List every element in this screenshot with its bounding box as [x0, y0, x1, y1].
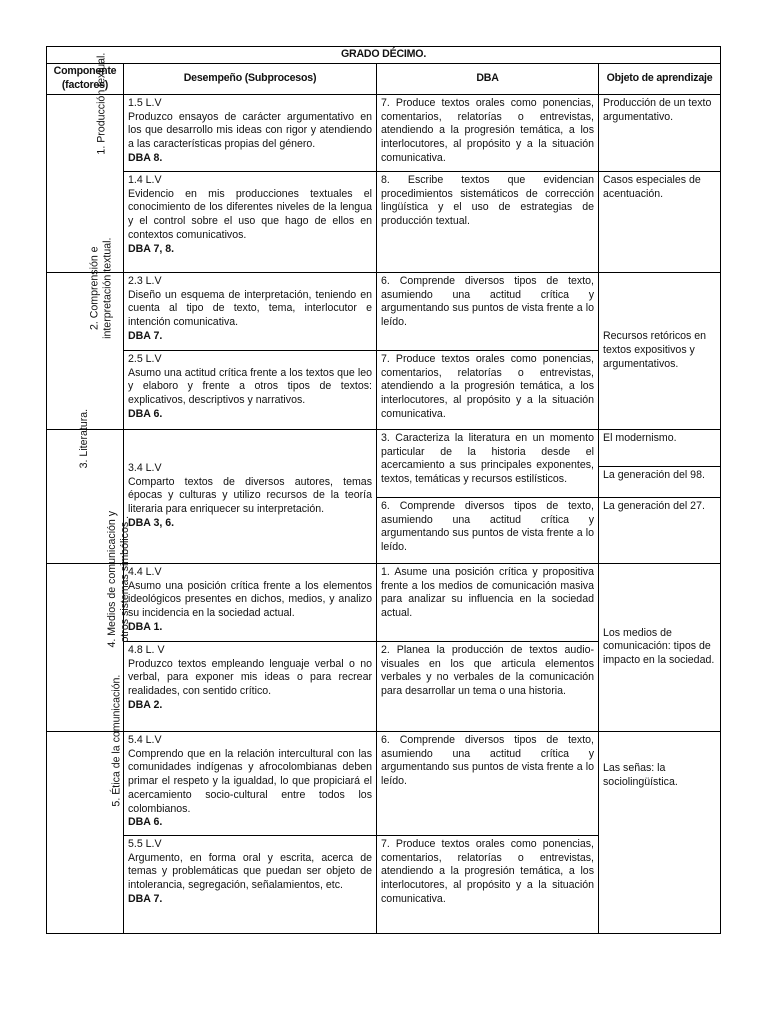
dba-cell: 6. Comprende diversos tipos de texto, asumiendo una actitud crítica y argumentando sus puntos de vista frente a lo leído. — [377, 731, 599, 835]
dba-cell: 6. Comprende diversos tipos de texto, asumiendo una actitud crítica y argumentando sus puntos de vista frente a lo leído. — [377, 497, 599, 563]
dba-cell: 7. Produce textos orales como ponencias, comentarios, relatorías o entrevistas, atendiendo a la progresión temática, a los interlocutores, al propósito y a la situación comunicativa. — [377, 94, 599, 171]
objeto-cell: La generación del 27. — [599, 497, 721, 563]
desempeno-code: 4.4 L.V — [128, 565, 162, 578]
table-row — [47, 429, 721, 466]
component-name-line: 4. Medios de comunicación y — [106, 510, 119, 648]
desempeno-code: 1.4 L.V — [128, 173, 162, 186]
desempeno-text: Diseño un esquema de interpretación, teniendo en cuenta al tipo de texto, tema, interlocutor e intención comunicativa. — [128, 288, 372, 329]
desempeno-code: 2.3 L.V — [128, 274, 162, 287]
dba-cell: 7. Produce textos orales como ponencias, comentarios, relatorías o entrevistas, atendiendo a la progresión temática, a los interlocutores, al propósito y a la situación comunicativa. — [377, 835, 599, 933]
component-name-line: otros sistemas simbólicos . — [119, 515, 132, 643]
desempeno-code: 5.5 L.V — [128, 837, 162, 850]
desempeno-cell — [124, 272, 377, 350]
table-row — [47, 171, 721, 272]
dba-cell: 8. Escribe textos que evidencian procedimientos sistemáticos de corrección lingüística y el uso de estrategias de producción textual. — [377, 171, 599, 272]
component-name-line: 1. Producción textual. — [95, 52, 108, 155]
desempeno-cell — [124, 563, 377, 641]
header-row — [47, 63, 721, 94]
desempeno-text: Comprendo que en la relación intercultural con las comunidades indígenas y afrocolombianas deben primar el respeto y la igualdad, lo que propiciará el acercamiento socio-cultural entre todos los colombianos. — [128, 747, 372, 815]
desempeno-code: 2.5 L.V — [128, 352, 162, 365]
component-name — [106, 511, 132, 648]
desempeno-text: Comparto textos de diversos autores, temas épocas y culturas y utilizo recursos de la teoría literaria para enriquecer su interpretación. — [128, 475, 372, 516]
component-name — [88, 237, 114, 338]
desempeno-cell — [124, 731, 377, 835]
component-cell — [47, 237, 124, 429]
curriculum-table — [46, 46, 721, 934]
desempeno-cell — [124, 641, 377, 731]
desempeno-code: 1.5 L.V — [128, 96, 162, 109]
header-dba: DBA — [377, 63, 599, 94]
table-row — [47, 272, 721, 350]
desempeno-cell — [124, 350, 377, 429]
desempeno-text: Produzco textos empleando lenguaje verbal o no verbal, para exponer mis ideas o para recrear realidades, con sentido crítico. — [128, 657, 372, 698]
desempeno-code: 5.4 L.V — [128, 733, 162, 746]
dba-cell: 1. Asume una posición crítica y propositiva frente a los medios de comunicación masiva para analizar su influencia en la sociedad actual. — [377, 563, 599, 641]
desempeno-code: 4.8 L. V — [128, 643, 165, 656]
component-name-line: interpretación textual. — [101, 237, 114, 339]
dba-reference: DBA 7. — [128, 329, 163, 342]
component-name-line: 2. Comprensión e — [88, 246, 101, 330]
dba-reference: DBA 6. — [128, 816, 163, 829]
table-title: GRADO DÉCIMO. — [47, 47, 721, 64]
dba-reference: DBA 7, 8. — [128, 242, 175, 255]
table-row — [47, 731, 721, 835]
component-name-line: 5. Ética de la comunicación. — [110, 674, 123, 807]
dba-reference: DBA 6. — [128, 407, 163, 420]
dba-reference: DBA 8. — [128, 151, 163, 164]
dba-cell: 2. Planea la producción de textos audio-visuales en los que articula elementos verbales y no verbales de la comunicación para desarrollar un tema o una historia. — [377, 641, 599, 731]
dba-reference: DBA 1. — [128, 620, 163, 633]
desempeno-text: Produzco ensayos de carácter argumentativo en los que desarrollo mis ideas con rigor y atendiendo a las características propias del género. — [128, 110, 372, 151]
objeto-cell: El modernismo. — [599, 429, 721, 466]
desempeno-cell — [124, 835, 377, 933]
desempeno-cell — [124, 171, 377, 272]
objeto-cell: Casos especiales de acentuación. — [599, 171, 721, 272]
dba-reference: DBA 2. — [128, 698, 163, 711]
header-desempeno: Desempeño (Subprocesos) — [124, 63, 377, 94]
objeto-cell: Las señas: la sociolingüística. — [599, 731, 721, 933]
objeto-cell: Recursos retóricos en textos expositivos y argumentativos. — [599, 272, 721, 429]
desempeno-cell — [124, 429, 377, 563]
desempeno-text: Asumo una posición crítica frente a los elementos ideológicos presentes en dichos, medios, y analizo su incidencia en la sociedad actual. — [128, 579, 372, 620]
component-cell — [47, 674, 124, 933]
desempeno-text: Argumento, en forma oral y escrita, acerca de temas y problemáticas que puedan ser objeto de intolerancia, segregación, señalamientos, etc. — [128, 851, 372, 892]
component-name — [110, 674, 123, 806]
desempeno-code: 3.4 L.V — [128, 461, 162, 474]
table-row — [47, 563, 721, 641]
dba-reference: DBA 3, 6. — [128, 516, 175, 529]
component-name — [95, 52, 108, 154]
table-title-row — [47, 47, 721, 64]
dba-cell: 7. Produce textos orales como ponencias, comentarios, relatorías o entrevistas, atendiendo a la progresión temática, a los interlocutores, al propósito y a la situación comunicativa. — [377, 350, 599, 429]
desempeno-cell — [124, 94, 377, 171]
objeto-cell: Producción de un texto argumentativo. — [599, 94, 721, 171]
dba-cell: 3. Caracteriza la literatura en un momento particular de la historia desde el acercamiento a sus principales exponentes, textos, temáticas y recursos estilísticos. — [377, 429, 599, 497]
component-name-line: 3. Literatura. — [78, 408, 91, 469]
component-name — [78, 409, 91, 468]
dba-cell: 6. Comprende diversos tipos de texto, asumiendo una actitud crítica y argumentando sus puntos de vista frente a lo leído. — [377, 272, 599, 350]
header-objeto: Objeto de aprendizaje — [599, 63, 721, 94]
header-componente: Componente (factores) — [47, 63, 124, 94]
table-row — [47, 94, 721, 171]
objeto-cell: Los medios de comunicación: tipos de impacto en la sociedad. — [599, 563, 721, 731]
desempeno-text: Evidencio en mis producciones textuales el conocimiento de los diferentes niveles de la lengua y el control sobre el uso que hago de ellos en contextos comunicativos. — [128, 187, 372, 241]
dba-reference: DBA 7. — [128, 892, 163, 905]
objeto-cell: La generación del 98. — [599, 466, 721, 497]
desempeno-text: Asumo una actitud crítica frente a los textos que leo y elaboro y frente a otros tipos de textos: explicativos, descriptivos y narrativos. — [128, 366, 372, 407]
